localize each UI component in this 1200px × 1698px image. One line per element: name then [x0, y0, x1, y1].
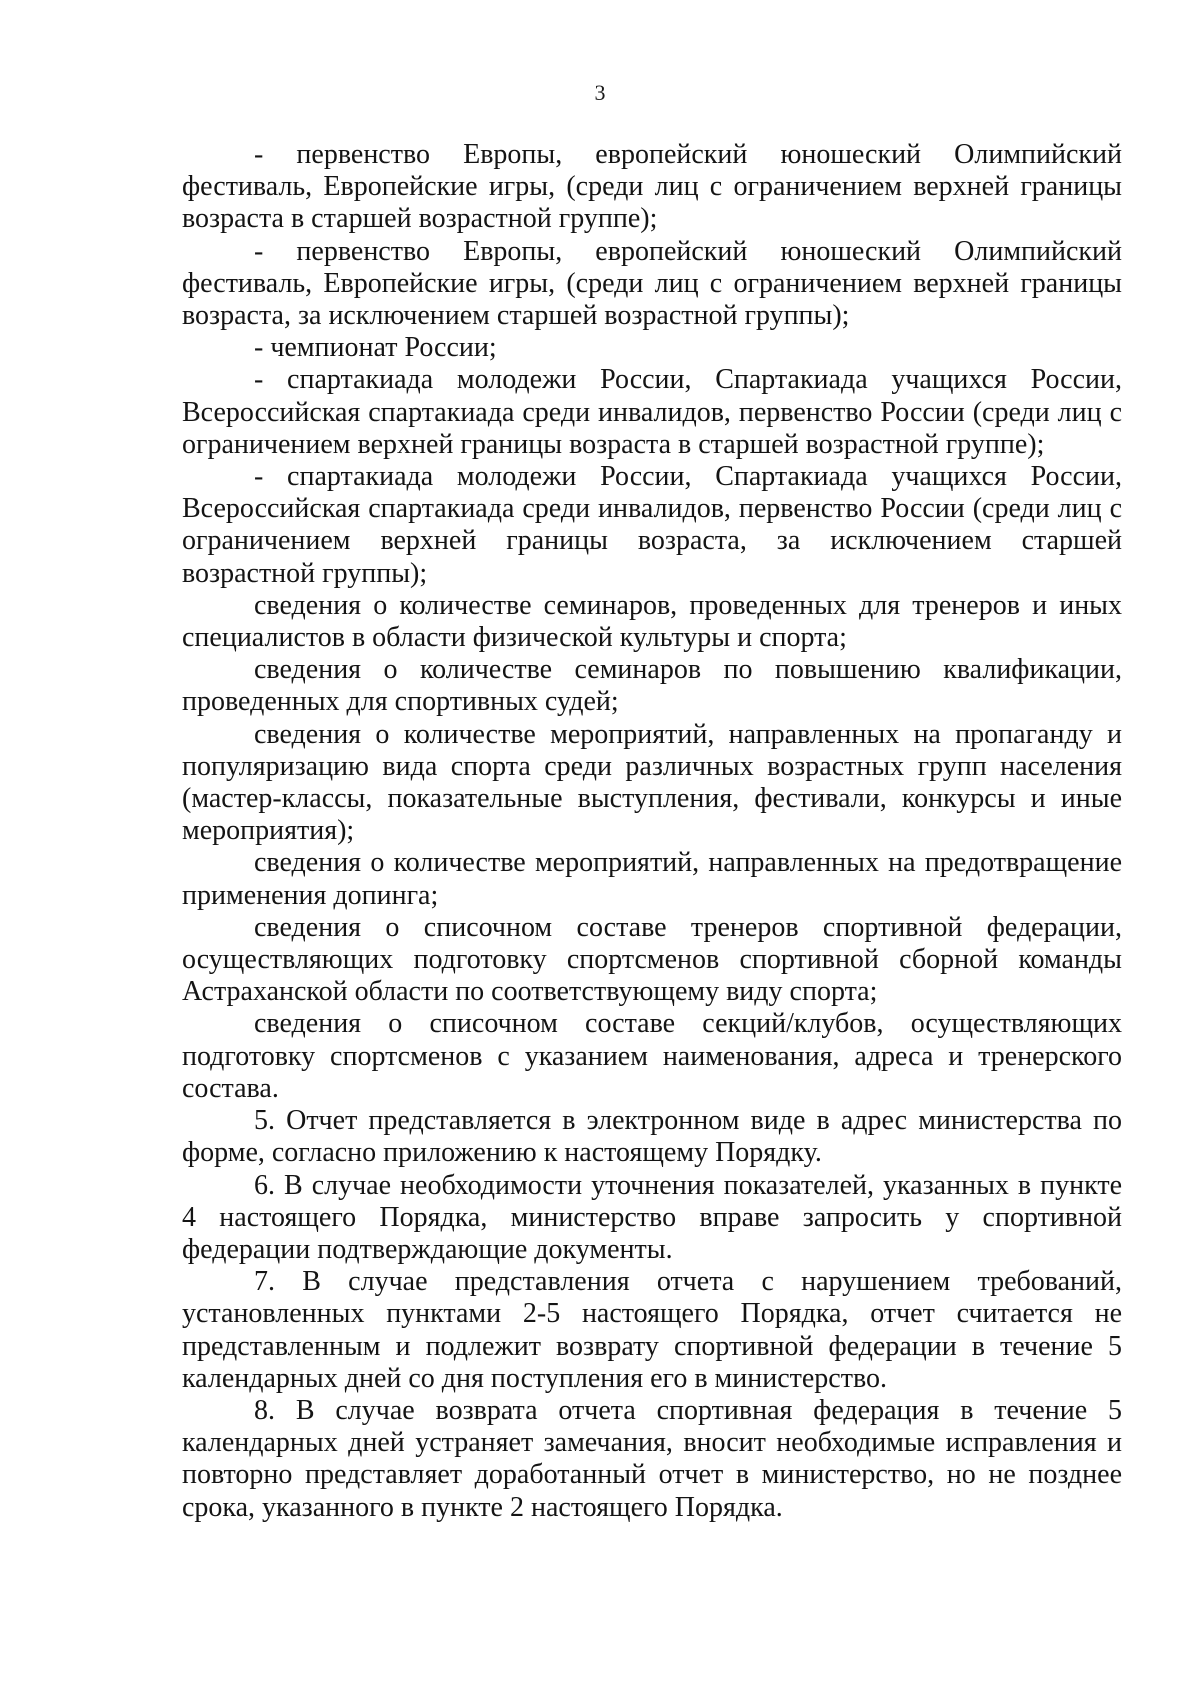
- list-item-spartakiad-senior: - спартакиада молодежи России, Спартакиада учащихся России, Всероссийская спартакиада среди инвалидов, первенство России (среди лиц с ограничением верхней границы возраста в старшей возрастной группе);: [182, 364, 1122, 460]
- paragraph-seminars-coaches: сведения о количестве семинаров, проведенных для тренеров и иных специалистов в области физической культуры и спорта;: [182, 589, 1122, 654]
- paragraph-item-5: 5. Отчет представляется в электронном виде в адрес министерства по форме, согласно приложению к настоящему Порядку.: [182, 1105, 1122, 1169]
- document-body: [182, 139, 1122, 1524]
- paragraph-popularization-events: сведения о количестве мероприятий, направленных на пропаганду и популяризацию вида спорта среди различных возрастных групп населения (мастер-классы, показательные выступления, фестивали, конкурсы и иные мероприятия);: [182, 718, 1122, 847]
- list-item-russian-championship: - чемпионат России;: [254, 332, 497, 364]
- paragraph-seminars-judges: сведения о количестве семинаров по повышению квалификации, проведенных для спортивных судей;: [182, 654, 1122, 718]
- paragraph-sections-roster: сведения о списочном составе секций/клубов, осуществляющих подготовку спортсменов с указанием наименования, адреса и тренерского состава.: [182, 1008, 1122, 1104]
- paragraph-item-7: 7. В случае представления отчета с нарушением требований, установленных пунктами 2-5 настоящего Порядка, отчет считается не представленным и подлежит возврату спортивной федерации в течение 5 календарных дней со дня поступления его в министерство.: [182, 1266, 1122, 1394]
- list-item-european-championship-junior: - первенство Европы, европейский юношеский Олимпийский фестиваль, Европейские игры, (среди лиц с ограничением верхней границы возраста, за исключением старшей возрастной группы);: [182, 235, 1122, 332]
- paragraph-item-6: 6. В случае необходимости уточнения показателей, указанных в пункте 4 настоящего Порядка, министерство вправе запросить у спортивной федерации подтверждающие документы.: [182, 1169, 1122, 1265]
- list-item-european-championship-senior: - первенство Европы, европейский юношеский Олимпийский фестиваль, Европейские игры, (среди лиц с ограничением верхней границы возраста в старшей возрастной группе);: [182, 139, 1122, 235]
- paragraph-item-8: 8. В случае возврата отчета спортивная федерация в течение 5 календарных дней устраняет замечания, вносит необходимые исправления и повторно представляет доработанный отчет в министерство, но не позднее срока, указанного в пункте 2 настоящего Порядка.: [182, 1394, 1122, 1523]
- paragraph-coaches-roster: сведения о списочном составе тренеров спортивной федерации, осуществляющих подготовку спортсменов спортивной сборной команды Астраханской области по соответствующему виду спорта;: [182, 911, 1122, 1008]
- list-item-spartakiad-junior: - спартакиада молодежи России, Спартакиада учащихся России, Всероссийская спартакиада среди инвалидов, первенство России (среди лиц с ограничением верхней границы возраста, за исключением старшей возрастной группы);: [182, 461, 1122, 589]
- paragraph-anti-doping-events: сведения о количестве мероприятий, направленных на предотвращение применения допинга;: [182, 847, 1122, 911]
- page-number: 3: [594, 80, 606, 105]
